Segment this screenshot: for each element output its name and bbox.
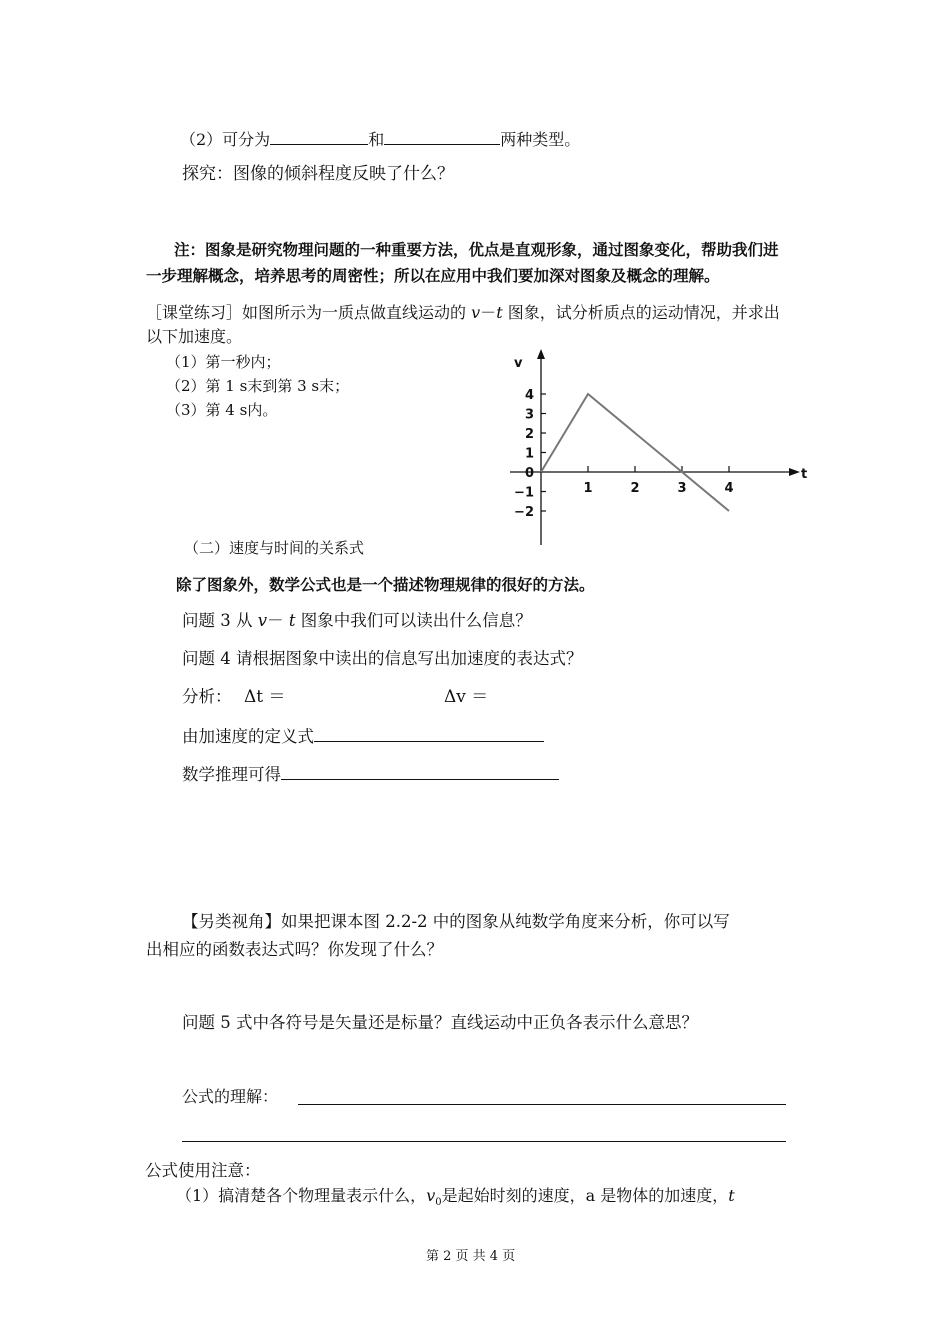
question-5: 问题 5 式中各符号是矢量还是标量？直线运动中正负各表示什么意思？ [182, 1013, 698, 1032]
alt-view-line-2: 出相应的函数表达式吗？你发现了什么？ [146, 940, 443, 959]
derive-label: 数学推理可得 [182, 765, 281, 784]
x-tick-label: 2 [630, 481, 640, 496]
note-line-2: 一步理解概念，培养思考的周密性；所以在应用中我们要加深对图象及概念的理解。 [146, 267, 720, 285]
delta-v: Δv ＝ [444, 687, 489, 707]
usage1-subscript: 0 [435, 1197, 442, 1209]
exercise-line-1 [146, 303, 780, 323]
q3-symbol-v: v [257, 611, 268, 630]
exercise-text-a: 如图所示为一质点做直线运动的 [242, 303, 467, 322]
definition-label: 由加速度的定义式 [182, 727, 314, 746]
y-axis-label: v [514, 356, 523, 371]
y-axis-arrow [537, 349, 545, 359]
section2-title: （二）速度与时间的关系式 [184, 539, 365, 557]
y-tick-label: 3 [524, 407, 534, 423]
q3-text-b: 图象中我们可以读出什么信息？ [295, 611, 532, 630]
y-tick-label: 1 [524, 446, 534, 462]
q3-dash: － [267, 611, 289, 630]
blank-1[interactable] [270, 128, 368, 145]
x-tick-label: 3 [677, 481, 687, 496]
item2-suffix: 两种类型。 [500, 130, 581, 149]
note-line-1: 注：图象是研究物理问题的一种重要方法，优点是直观形象，通过图象变化，帮助我们进 [174, 241, 779, 259]
x-axis-arrow [789, 468, 800, 476]
alt-view-line-1: 【另类视角】如果把课本图 2.2-2 中的图象从纯数学角度来分析，你可以写 [182, 912, 730, 931]
exercise-label: ［课堂练习］ [146, 303, 243, 322]
delta-t: Δt ＝ [244, 687, 286, 707]
usage1-text-a: （1）搞清楚各个物理量表示什么， [176, 1186, 427, 1205]
exercise-text-b: 图象，试分析质点的运动情况，并求出 [507, 303, 780, 322]
question-3 [182, 611, 532, 631]
usage-item-1 [176, 1186, 735, 1213]
usage-title: 公式使用注意： [145, 1161, 261, 1180]
formula-intro: 除了图象外，数学公式也是一个描述物理规律的很好的方法。 [176, 576, 595, 594]
item2-mid: 和 [368, 130, 385, 149]
exercise-q3: （3）第 4 s内。 [166, 401, 278, 419]
derive-blank[interactable] [281, 763, 559, 780]
analysis-line [182, 687, 232, 707]
understanding-rule-1[interactable] [298, 1104, 786, 1105]
x-tick-label: 4 [724, 481, 734, 496]
y-tick-label: 2 [524, 427, 534, 442]
symbol-t: t [496, 303, 503, 322]
explore-question: 探究：图像的倾斜程度反映了什么？ [182, 164, 454, 184]
x-axis-label: t [801, 467, 808, 482]
exercise-line-2: 以下加速度。 [146, 327, 243, 346]
blank-2[interactable] [384, 128, 500, 145]
question-4: 问题 4 请根据图象中读出的信息写出加速度的表达式？ [182, 649, 583, 668]
item2-prefix: （2）可分为 [180, 130, 271, 149]
exercise-q2: （2）第 1 s末到第 3 s末； [166, 377, 350, 395]
y-tick-label: 0 [524, 466, 534, 481]
y-tick-label: −1 [514, 485, 534, 501]
q3-symbol-t: t [288, 611, 296, 630]
symbol-v: v [471, 303, 481, 322]
page-footer: 第 2 页 共 4 页 [426, 1249, 516, 1264]
understanding-rule-2[interactable] [182, 1141, 786, 1142]
symbol-dash: － [480, 303, 497, 322]
definition-line [182, 725, 544, 747]
y-tick-label: −2 [514, 505, 534, 520]
understanding-label: 公式的理解： [182, 1087, 279, 1106]
vt-chart [500, 345, 820, 550]
definition-blank[interactable] [314, 725, 544, 742]
x-tick-label: 1 [583, 481, 593, 496]
y-tick-label: 4 [524, 388, 534, 403]
q3-text-a: 问题 3 从 [182, 611, 258, 630]
usage1-text-b: 是起始时刻的速度，a 是物体的加速度， [441, 1186, 729, 1205]
derive-line [182, 763, 559, 785]
analysis-label: 分析： [182, 687, 232, 706]
exercise-q1: （1）第一秒内； [166, 353, 281, 371]
item2-line [180, 128, 580, 150]
usage1-symbol-v: v [426, 1186, 436, 1205]
usage1-symbol-t: t [728, 1186, 735, 1205]
